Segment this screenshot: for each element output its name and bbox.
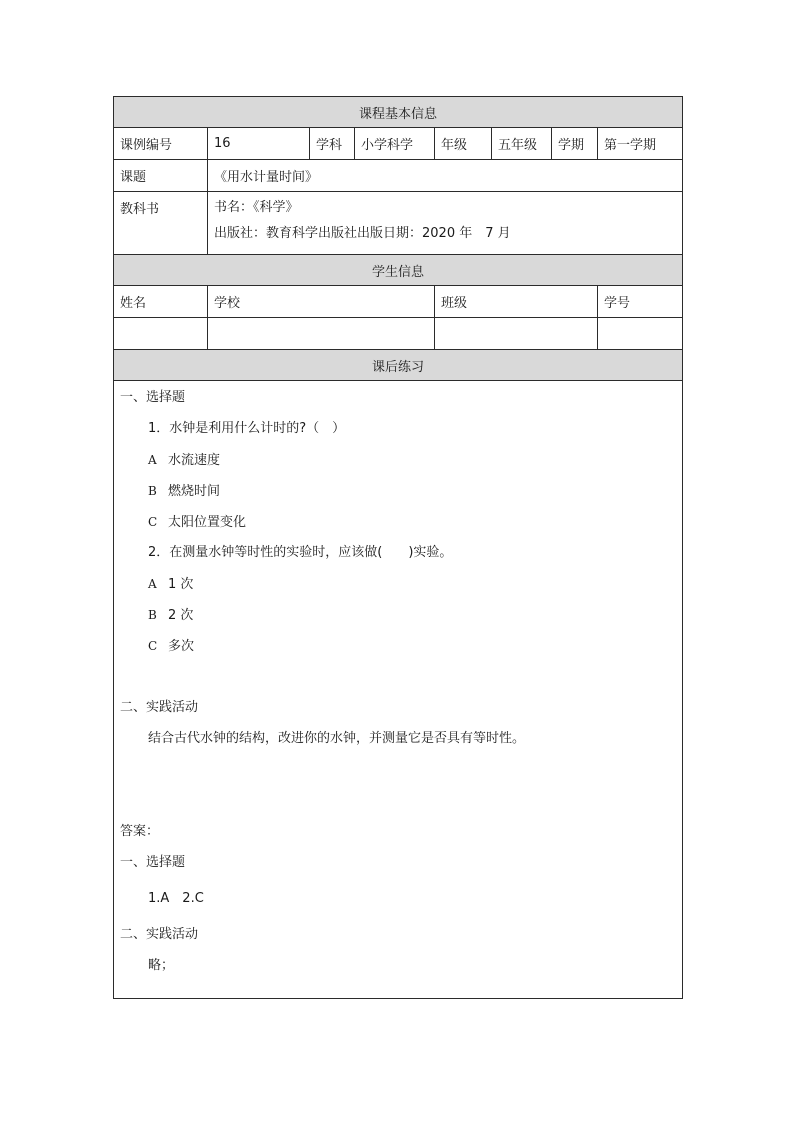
spacer (120, 761, 676, 823)
option-text: 太阳位置变化 (168, 515, 247, 530)
option-text: 多次 (168, 639, 195, 654)
student-name-field[interactable] (114, 318, 208, 350)
topic-row (114, 160, 683, 192)
option-letter: B (148, 484, 157, 498)
student-value-row (114, 318, 683, 350)
practice-header: 课后练习 (114, 350, 683, 381)
publisher-line: 出版社：教育科学出版社出版日期：2020 年 7 月 (214, 226, 511, 241)
student-info-header-row (114, 255, 683, 286)
q2-option-c[interactable] (120, 637, 676, 668)
case-no-label: 课例编号 (114, 128, 208, 160)
q1-option-a[interactable] (120, 451, 676, 482)
subject-label: 学科 (310, 128, 355, 160)
book-name: 书名：《科学》 (214, 200, 299, 215)
student-id-field[interactable] (598, 318, 683, 350)
textbook-info (208, 192, 683, 255)
case-no-value: 16 (208, 128, 310, 160)
section1-title: 一、选择题 (120, 390, 186, 405)
practice-row (114, 381, 683, 999)
lesson-sheet (113, 96, 683, 999)
answer-section1-text: 1.A 2.C (148, 891, 204, 906)
student-label-row (114, 286, 683, 318)
question-1: 1．水钟是利用什么计时的?（ ） (148, 421, 346, 436)
q1-option-b[interactable] (120, 482, 676, 513)
option-text: 2 次 (168, 608, 194, 623)
option-letter: A (148, 453, 157, 467)
course-info-header-row (114, 97, 683, 128)
option-letter: C (148, 639, 158, 653)
term-value: 第一学期 (598, 128, 683, 160)
answer-section2-title: 二、实践活动 (120, 927, 199, 942)
textbook-row (114, 192, 683, 255)
spacer (120, 668, 676, 699)
option-text: 燃烧时间 (168, 484, 221, 499)
practice-content (114, 381, 683, 999)
student-school-label: 学校 (208, 286, 435, 318)
student-class-field[interactable] (435, 318, 598, 350)
option-text: 水流速度 (168, 453, 221, 468)
answer-section2-text: 略； (148, 958, 175, 973)
topic-value: 《用水计量时间》 (208, 160, 683, 192)
option-letter: C (148, 515, 158, 529)
q2-option-b[interactable] (120, 606, 676, 637)
question-2: 2．在测量水钟等时性的实验时，应该做( )实验。 (148, 545, 453, 560)
section2-title: 二、实践活动 (120, 700, 199, 715)
practice-header-row (114, 350, 683, 381)
textbook-label: 教科书 (114, 192, 208, 255)
answer-section1-title: 一、选择题 (120, 855, 186, 870)
q2-option-a[interactable] (120, 575, 676, 606)
grade-label: 年级 (435, 128, 492, 160)
option-letter: A (148, 577, 157, 591)
course-info-header: 课程基本信息 (114, 97, 683, 128)
student-name-label: 姓名 (114, 286, 208, 318)
grade-value: 五年级 (492, 128, 552, 160)
activity-text: 结合古代水钟的结构，改进你的水钟，并测量它是否具有等时性。 (148, 731, 526, 746)
option-text: 1 次 (168, 577, 194, 592)
answers-title: 答案： (120, 824, 160, 839)
student-info-header: 学生信息 (114, 255, 683, 286)
term-label: 学期 (552, 128, 598, 160)
student-class-label: 班级 (435, 286, 598, 318)
option-letter: B (148, 608, 157, 622)
student-id-label: 学号 (598, 286, 683, 318)
q1-option-c[interactable] (120, 513, 676, 544)
student-school-field[interactable] (208, 318, 435, 350)
topic-label: 课题 (114, 160, 208, 192)
subject-value: 小学科学 (355, 128, 435, 160)
course-meta-row (114, 128, 683, 160)
